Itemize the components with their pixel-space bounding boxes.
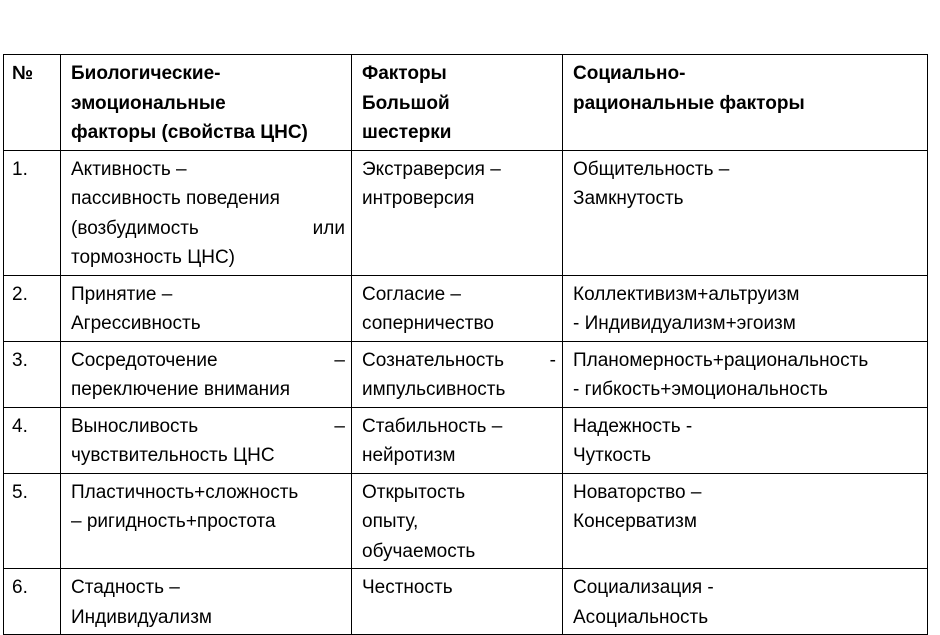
- table-row: [4, 407, 928, 473]
- header-soc-line: Социально-: [573, 63, 686, 84]
- cell-line: Сосредоточение –: [71, 349, 345, 371]
- social-factor-cell: [563, 341, 928, 407]
- big-six-factor-cell: [352, 569, 563, 635]
- bio-factor-cell: [61, 473, 352, 569]
- cell-line: Коллективизм+альтруизм: [573, 283, 800, 305]
- cell-line: пассивность поведения: [71, 188, 280, 209]
- social-factor-cell: [563, 473, 928, 569]
- row-number: [4, 341, 61, 407]
- cell-line: Согласие –: [362, 283, 461, 305]
- cell-line: - гибкость+эмоциональность: [573, 379, 828, 400]
- cell-line: нейротизм: [362, 445, 456, 466]
- cell-line: чувствительность ЦНС: [71, 445, 275, 466]
- cell-line: Экстраверсия –: [362, 158, 501, 180]
- header-number-label: №: [12, 63, 34, 84]
- row-number-label: 2.: [12, 283, 28, 305]
- cell-line: Открытость: [362, 481, 466, 503]
- row-number-label: 3.: [12, 349, 28, 371]
- cell-line: – ригидность+простота: [71, 511, 276, 532]
- header-big-line: Большой: [362, 92, 450, 114]
- row-number-label: 4.: [12, 415, 28, 437]
- header-soc-line: рациональные факторы: [573, 92, 805, 114]
- cell-line: интроверсия: [362, 188, 475, 209]
- cell-line: Честность: [362, 577, 453, 598]
- cell-line: соперничество: [362, 313, 494, 334]
- cell-line: Надежность -: [573, 415, 693, 437]
- table-row: [4, 150, 928, 275]
- bio-factor-cell: [61, 407, 352, 473]
- big-six-factor-cell: [352, 150, 563, 275]
- big-six-factor-cell: [352, 275, 563, 341]
- cell-line: Активность –: [71, 158, 187, 180]
- big-six-factor-cell: [352, 341, 563, 407]
- header-big-six-factors: [352, 55, 563, 151]
- bio-factor-cell: [61, 275, 352, 341]
- social-factor-cell: [563, 275, 928, 341]
- cell-line: опыту,: [362, 511, 419, 532]
- row-number: [4, 473, 61, 569]
- header-big-line: Факторы: [362, 63, 447, 84]
- cell-line: Асоциальность: [573, 606, 709, 628]
- cell-line: Социализация -: [573, 577, 714, 598]
- factors-table: [3, 54, 928, 635]
- cell-line: (возбудимость или: [71, 217, 345, 239]
- bio-factor-cell: [61, 150, 352, 275]
- cell-line: Чуткость: [573, 445, 652, 466]
- row-number-label: 6.: [12, 577, 28, 598]
- big-six-factor-cell: [352, 407, 563, 473]
- header-number: [4, 55, 61, 151]
- cell-line: Общительность –: [573, 158, 730, 180]
- table-header-row: [4, 55, 928, 151]
- cell-line: тормозность ЦНС): [71, 247, 236, 268]
- table-row: [4, 275, 928, 341]
- cell-line: Пластичность+сложность: [71, 481, 299, 503]
- cell-line: обучаемость: [362, 540, 476, 562]
- cell-line: Индивидуализм: [71, 606, 212, 628]
- bio-factor-cell: [61, 569, 352, 635]
- header-biological-factors: [61, 55, 352, 151]
- header-big-line: шестерки: [362, 122, 452, 143]
- cell-line: переключение внимания: [71, 379, 291, 400]
- row-number: [4, 150, 61, 275]
- cell-line: импульсивность: [362, 379, 506, 400]
- row-number: [4, 275, 61, 341]
- social-factor-cell: [563, 569, 928, 635]
- big-six-factor-cell: [352, 473, 563, 569]
- cell-line: Принятие –: [71, 283, 173, 305]
- table-row: [4, 341, 928, 407]
- row-number: [4, 569, 61, 635]
- header-bio-line: эмоциональные: [71, 92, 226, 114]
- cell-line: Выносливость –: [71, 415, 345, 437]
- cell-line: - Индивидуализм+эгоизм: [573, 313, 796, 334]
- cell-line: Консерватизм: [573, 511, 697, 532]
- cell-line: Планомерность+рациональность: [573, 349, 869, 371]
- cell-line: Стадность –: [71, 577, 180, 598]
- row-number-label: 5.: [12, 481, 28, 503]
- cell-line: Новаторство –: [573, 481, 702, 503]
- cell-line: Агрессивность: [71, 313, 201, 334]
- cell-line: Сознательность -: [362, 349, 556, 371]
- header-bio-line: Биологические-: [71, 63, 221, 84]
- row-number: [4, 407, 61, 473]
- table-row: [4, 473, 928, 569]
- cell-line: Стабильность –: [362, 415, 503, 437]
- row-number-label: 1.: [12, 158, 28, 180]
- bio-factor-cell: [61, 341, 352, 407]
- social-factor-cell: [563, 407, 928, 473]
- header-bio-line: факторы (свойства ЦНС): [71, 122, 308, 143]
- header-social-factors: [563, 55, 928, 151]
- cell-line: Замкнутость: [573, 188, 684, 209]
- table-row: [4, 569, 928, 635]
- social-factor-cell: [563, 150, 928, 275]
